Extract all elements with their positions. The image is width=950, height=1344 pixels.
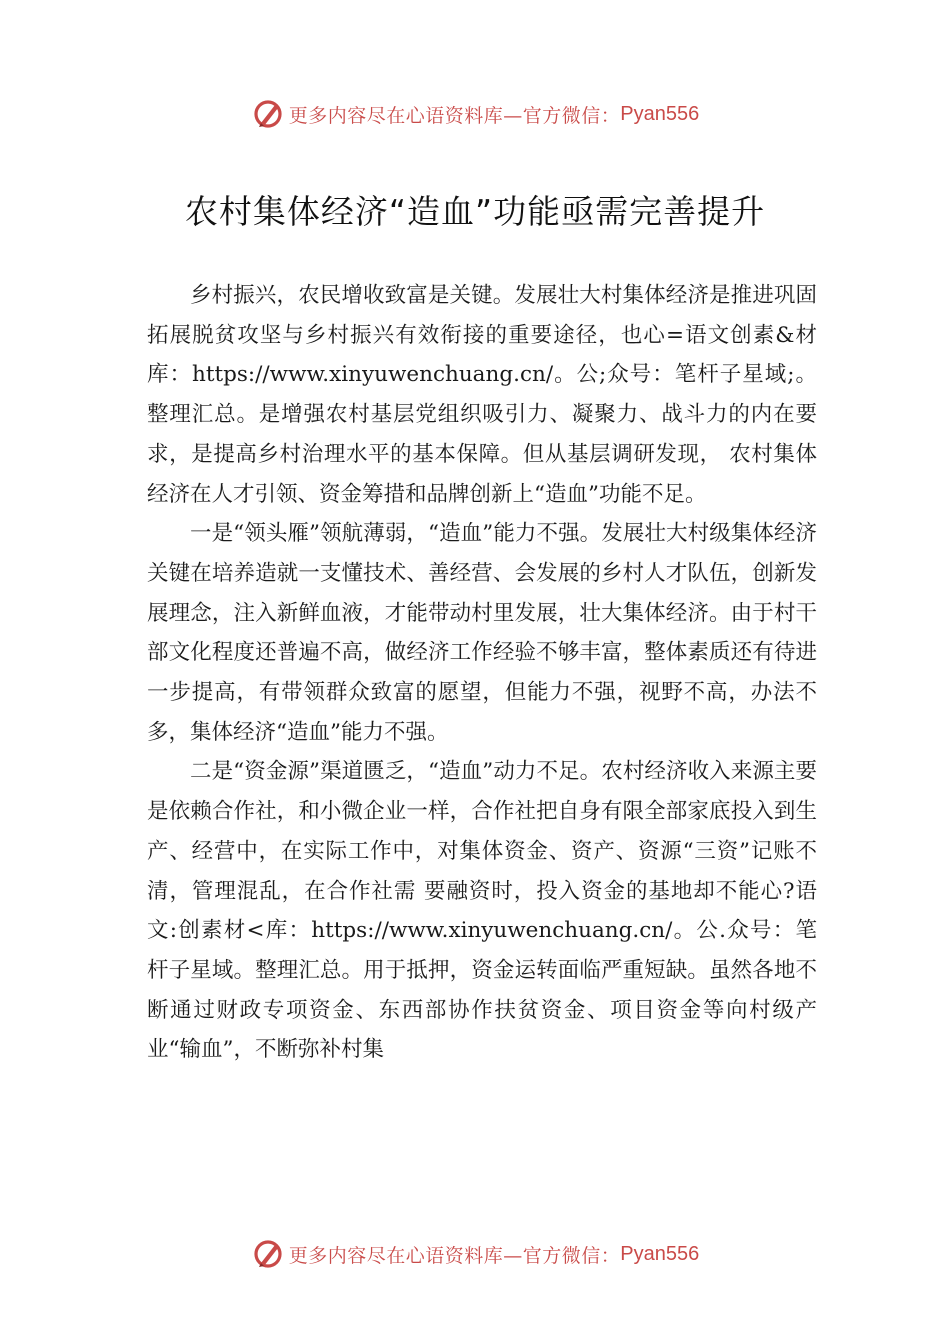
document-title: 农村集体经济“造血”功能亟需完善提升: [184, 192, 766, 231]
paragraph-point-two: 二是“资金源”渠道匮乏，“造血”动力不足。农村经济收入来源主要是依赖合作社，和小微企业一样，合作社把自身有限全部家底投入到生产、经营中，在实际工作中，对集体资金、资产、资源“三资”记账不清，管理混乱，在合作社需 要融资时，投入资金的基地却不能心?语文:创素材<库：https://www.xinyuwenchuang.cn/。公.众号：笔杆子星域。整理汇总。用于抵押，资金运转面临严重短缺。虽然各地不断通过财政专项资金、东西部协作扶贫资金、项目资金等向村级产业“输血”，不断弥补村集: [147, 759, 817, 1063]
footer-banner: [0, 1234, 950, 1274]
pen-logo-icon: [251, 97, 285, 131]
document-body: [147, 276, 817, 1070]
wechat-id: Pyan556: [620, 1242, 700, 1265]
paragraph-point-one: 一是“领头雁”领航薄弱，“造血”能力不强。发展壮大村级集体经济关键在培养造就一支懂技术、善经营、会发展的乡村人才队伍，创新发展理念，注入新鲜血液，才能带动村里发展，壮大集体经济。由于村干部文化程度还普遍不高，做经济工作经验不够丰富，整体素质还有待进一步提高，有带领群众致富的愿望，但能力不强，视野不高，办法不多，集体经济“造血”能力不强。: [147, 521, 817, 745]
wechat-id: Pyan556: [620, 102, 700, 125]
paragraph-intro: 乡村振兴，农民增收致富是关键。发展壮大村集体经济是推进巩固拓展脱贫攻坚与乡村振兴有效衔接的重要途径，也心=语文创素&材库：https://www.xinyuwenchuang.cn/。公;众号：笔杆子星域;。整理汇总。是增强农村基层党组织吸引力、凝聚力、战斗力的内在要求，是提高乡村治理水平的基本保障。但从基层调研发现， 农村集体经济在人才引领、资金筹措和品牌创新上“造血”功能不足。: [147, 283, 817, 507]
header-banner: [0, 94, 950, 134]
banner-text: 更多内容尽在心语资料库—官方微信：: [288, 104, 621, 127]
banner-text: 更多内容尽在心语资料库—官方微信：: [288, 1244, 621, 1267]
pen-logo-icon: [251, 1237, 285, 1271]
